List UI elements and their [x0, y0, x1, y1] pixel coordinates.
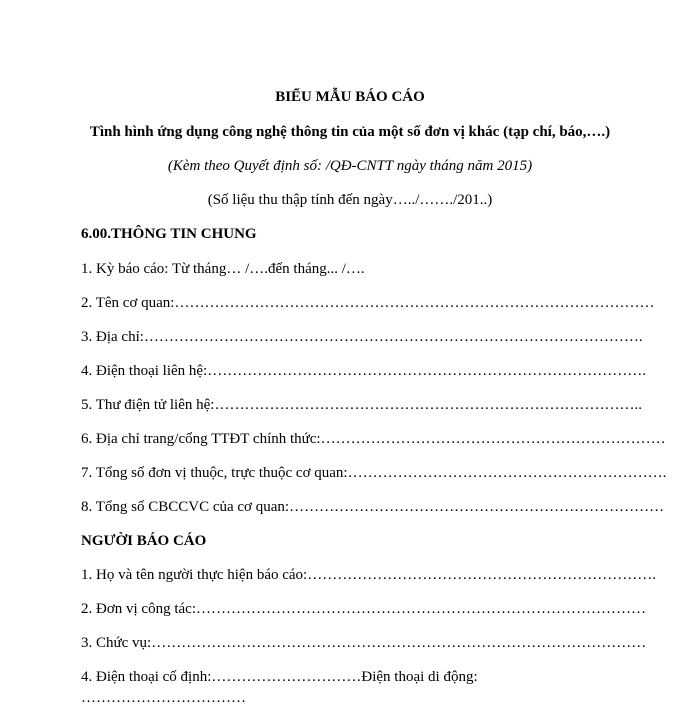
- agency-name-field: 2. Tên cơ quan:……………………………………………………………………………………: [81, 295, 655, 311]
- reporter-mobile-dots: ……………………………: [81, 690, 246, 706]
- reporter-heading: NGƯỜI BÁO CÁO: [81, 533, 207, 549]
- reporter-phone-field: 4. Điện thoại cố định:…………………………Điện thoại di động:: [81, 669, 478, 685]
- contact-email-field: 5. Thư điện tử liên hệ:…………………………………………………………………………..: [81, 397, 642, 413]
- form-subtitle: Tình hình ứng dụng công nghệ thông tin của một số đơn vị khác (tạp chí, báo,….): [89, 124, 611, 140]
- portal-address-field: 6. Địa chỉ trang/cổng TTĐT chính thức:……………………………………………………………: [81, 431, 666, 447]
- decision-attachment-note: (Kèm theo Quyết định số: /QĐ-CNTT ngày tháng năm 2015): [167, 158, 533, 174]
- subunit-count-field: 7. Tổng số đơn vị thuộc, trực thuộc cơ quan:……………………………………………………….: [81, 465, 667, 481]
- reporter-unit-field: 2. Đơn vị công tác:………………………………………………………………………………: [81, 601, 646, 617]
- form-title: BIỂU MẪU BÁO CÁO: [275, 89, 425, 105]
- reporter-position-field: 3. Chức vụ:………………………………………………………………………………………: [81, 635, 647, 651]
- data-collection-note: (Số liệu thu thập tính đến ngày…../……./201..): [207, 192, 493, 208]
- report-period-field: 1. Kỳ báo cáo: Từ tháng… /….đến tháng... /….: [81, 261, 365, 277]
- general-info-heading: 6.00.THÔNG TIN CHUNG: [81, 226, 257, 242]
- address-field: 3. Địa chỉ:……………………………………………………………………………………….: [81, 329, 643, 345]
- staff-count-field: 8. Tổng số CBCCVC của cơ quan:…………………………………………………………………: [81, 499, 665, 515]
- contact-phone-field: 4. Điện thoại liên hệ:…………………………………………………………………………….: [81, 363, 646, 379]
- reporter-name-field: 1. Họ và tên người thực hiện báo cáo:…………………………………………………………….: [81, 567, 656, 583]
